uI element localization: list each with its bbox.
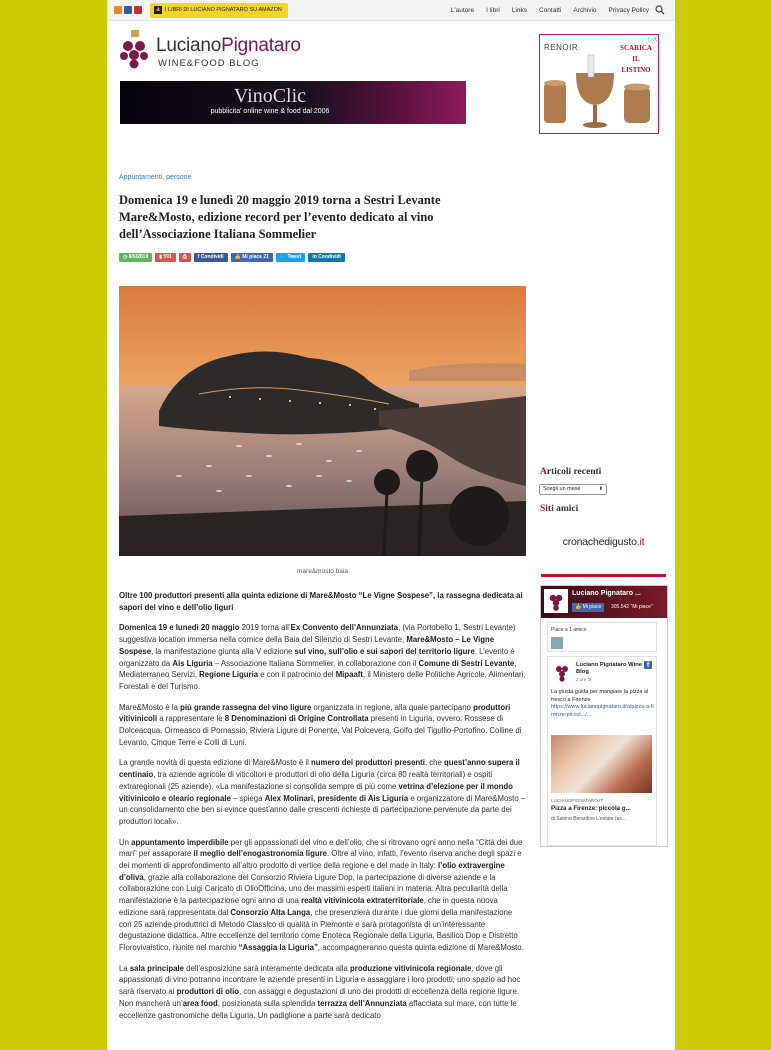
amazon-icon: a bbox=[154, 6, 162, 14]
fb-post bbox=[547, 656, 657, 846]
facebook-icon: f bbox=[644, 661, 652, 669]
article-title: Domenica 19 e lunedì 20 maggio 2019 torna a Sestri Levante Mare&Mosto, edizione record per l’evento dedicato al vino dell’Associazione Italiana Sommelier bbox=[119, 193, 441, 241]
paragraph-4: La grande novità di questa edizione di Mare&Mosto è il numero dei produttori presenti, che quest’anno supera il centinaio, tra aziende agricole di viticoltori e produttori di olio della Liguria (circa 80 realtà territoriali) e ospiti extraregionali (25 aziende). «La manifestazione si consolida sempre di più come vetrina d’elezione per il mondo vitivinicolo e oleario regionale – spiega Alex Molinari, presidente di Ais Liguria e organizzatore di Mare&Mosto – un consolidamento che ben si evince quest’anno dalle crescenti richieste di partecipazione pervenute da parte dei produttori locali». bbox=[119, 758, 526, 826]
vinoclic-banner[interactable] bbox=[120, 81, 466, 124]
fb-like-count: 305.542 "Mi piace" bbox=[611, 604, 653, 610]
cork-products-image bbox=[540, 53, 658, 133]
article-body bbox=[119, 590, 526, 1030]
print-button[interactable]: ⎙ bbox=[179, 253, 191, 262]
page-container bbox=[107, 0, 675, 1050]
banner-subtitle: pubblicita' online wine & food dal 2006 bbox=[210, 108, 330, 115]
top-bar bbox=[107, 0, 675, 21]
fb-post-image[interactable] bbox=[551, 735, 652, 793]
friend-sites-title: Siti amici bbox=[540, 504, 579, 514]
grapes-logo-icon bbox=[119, 30, 153, 72]
paragraph-2: Domenica 19 e lunedì 20 maggio 2019 torna all’Ex Convento dell’Annunziata, (via Portobello 1, Sestri Levante) suggestiva location immersa nella cornice della Baia del Silenzio di Sestri Levante, Mare&Mosto – Le Vigne Sospese, la manifestazione giunta alla V edizione sul vino, sull’olio e sui sapori del territorio ligure. L’evento è organizzato da Ais Liguria – Associazione Italiana Sommelier, in collaborazione con il Comune di Sestri Levante, Mediaterraneo Servizi, Regione Liguria e con il patrocinio del Mipaaft, il Ministero delle Politiche Agricole, Alimentari, Forestali e del Turismo. bbox=[119, 623, 526, 691]
date-badge: ◷ 8/5/2019 bbox=[119, 253, 152, 262]
paragraph-1: Oltre 100 produttori presenti alla quinta edizione di Mare&Mosto “Le Vigne Sospese”, la rassegna dedicata ai sapori del vino e dell’olio liguri bbox=[119, 591, 523, 612]
views-badge: ▮ 591 bbox=[155, 253, 175, 262]
archive-select[interactable]: Scegli un mese ⬍ bbox=[539, 484, 607, 495]
paragraph-5: Un appuntamento imperdibile per gli appassionati del vino e dell’olio, che si ritrovano ogni anno nella “Città dei due mari” per assaporare il meglio dell’enogastronomia ligure. Oltre al vino, infatti, l’evento riserva anche degli spazi e dei momenti di approfondimento all’altro prodotto di vertice della regione e del made in Italy: l’olio extravergine d’oliva, grazie alla collaborazione del Consorzio Riviera Ligure Dop, la partecipazione di diverse aziende e la collaborazione con Luigi Caricato di OlioOfficina, uno dei massimi esperti italiani in materia. Altra peculiarità della manifestazione è la partecipazione ogni anno di una realtà vitivinicola extraterritoriale, che in questa nuova edizione sarà rappresentata dal Consorzio Alta Langa, che presenzierà durante i due giorni della manifestazione con 25 aziende produttrici di Metodo Classico di qualità in Piemonte e sarà protagonista di un’interessante degustazione didattica. Altre eccellenze del territorio come Enoteca Regionale della Liguria, Basilico Dop e Distretto Florovivaistico, riunite nel marchio “Assaggia la Liguria”, accompagneranno questa quinta edizione di Mare&Mosto. bbox=[119, 837, 524, 952]
logo-subtitle: WINE&FOOD BLOG bbox=[158, 58, 260, 69]
fb-page-avatar[interactable] bbox=[544, 589, 568, 613]
fb-friends-box: Piace a 1 amico bbox=[547, 622, 657, 652]
fb-page-name[interactable]: Luciano Pignataro ... bbox=[572, 590, 641, 597]
fb-post-text: La giusta guida per mangiare la pizza al fresco a Firenze https://www.lucianopignataro.it/a/pizza-a-firenze-piccol.../... bbox=[551, 689, 654, 718]
facebook-icon[interactable] bbox=[124, 6, 132, 14]
fb-post-headline[interactable]: Pizza a Firenze: piccola g... bbox=[551, 805, 631, 812]
hero-image bbox=[119, 286, 526, 556]
site-logo[interactable] bbox=[119, 30, 329, 75]
recent-articles-title: Articoli recenti bbox=[540, 467, 602, 477]
fb-post-domain: LUCIANOPIGNATARO.IT bbox=[551, 798, 604, 803]
nav-contatti[interactable]: Contatti bbox=[539, 6, 562, 14]
renoir-ad[interactable] bbox=[539, 34, 659, 134]
ad-cta: SCARICA IL LISTINO bbox=[620, 44, 652, 74]
nav-libri[interactable]: I libri bbox=[486, 6, 500, 14]
paragraph-6: La sala principale dell’esposizione sarà interamente dedicata alla produzione vitivinicola regionale, dove gli appassionati di vino potranno incontrare le aziende presenti in Liguria e assaggiare i loro prodotti; uno spazio ad hoc sarà riservato ai produttori di olio, con assaggi e degustazioni di uno dei prodotti di eccellenza della regione ligure. Non mancherà un’area food, posizionata sulla splendida terrazza dell’Annunziata affacciata sul mare, con tutte le eccellenze gastronomiche della Liguria. Un padiglione a parte sarà dedicato bbox=[119, 963, 521, 1020]
tweet-button[interactable]: 🐦 Tweet bbox=[276, 253, 305, 262]
amazon-books-button[interactable]: a I LIBRI DI LUCIANO PIGNATARO SU AMAZON bbox=[150, 3, 288, 18]
fb-header bbox=[541, 586, 668, 618]
cronachedigusto-banner[interactable]: cronachedigusto.it bbox=[541, 527, 666, 577]
top-nav bbox=[451, 0, 649, 20]
chevron-down-icon: ⬍ bbox=[598, 486, 603, 492]
fb-post-author[interactable]: Luciano Pignataro Wine Blog bbox=[576, 662, 642, 675]
nav-privacy[interactable]: Privacy Policy bbox=[608, 6, 649, 14]
fb-post-description: di Sabino Berardino L’estate (as... bbox=[551, 816, 627, 822]
article-category[interactable]: Appuntamenti, persone bbox=[119, 174, 192, 181]
nav-autore[interactable]: L'autore bbox=[450, 6, 475, 14]
share-linkedin-button[interactable]: in Condividi bbox=[308, 253, 345, 262]
logo-brand: LucianoPignataro bbox=[156, 35, 301, 56]
article-meta bbox=[119, 253, 345, 262]
nav-links[interactable]: Links bbox=[511, 6, 527, 14]
rss-icon[interactable] bbox=[114, 6, 122, 14]
fb-like-button[interactable]: 👍 Mi piace bbox=[572, 603, 604, 612]
facebook-page-widget bbox=[540, 585, 668, 847]
hero-caption: mare&mosto baia bbox=[297, 568, 348, 575]
youtube-icon[interactable] bbox=[134, 6, 142, 14]
fb-post-avatar[interactable] bbox=[551, 661, 573, 683]
avatar[interactable] bbox=[551, 637, 563, 649]
banner-title: VinoClic bbox=[233, 85, 307, 107]
share-facebook-button[interactable]: f Condividi bbox=[194, 253, 228, 262]
adchoices-icon[interactable]: ▷X bbox=[648, 37, 657, 43]
ad-brand: RENOIR bbox=[544, 43, 579, 52]
nav-archivio[interactable]: Archivio bbox=[573, 6, 597, 14]
paragraph-3: Mare&Mosto è la più grande rassegna del vino ligure organizzata in regione, alla quale partecipano produttori vitivinicoli a rappresentare le 8 Denominazioni di Origine Controllata presenti in Liguria, ovvero: Rossese di Dolceacqua, Ormeasco di Pornassio, Riviera Ligure di Ponente, Val Polcevera, Golfo del Tigullio-Portofino, Colline di Levanto, Cinque Terre e Colli di Luni. bbox=[119, 702, 522, 747]
like-button[interactable]: 👍 Mi piace 21 bbox=[231, 253, 273, 262]
fb-post-time: 2 ore fa bbox=[576, 677, 592, 682]
search-icon[interactable] bbox=[655, 5, 665, 15]
